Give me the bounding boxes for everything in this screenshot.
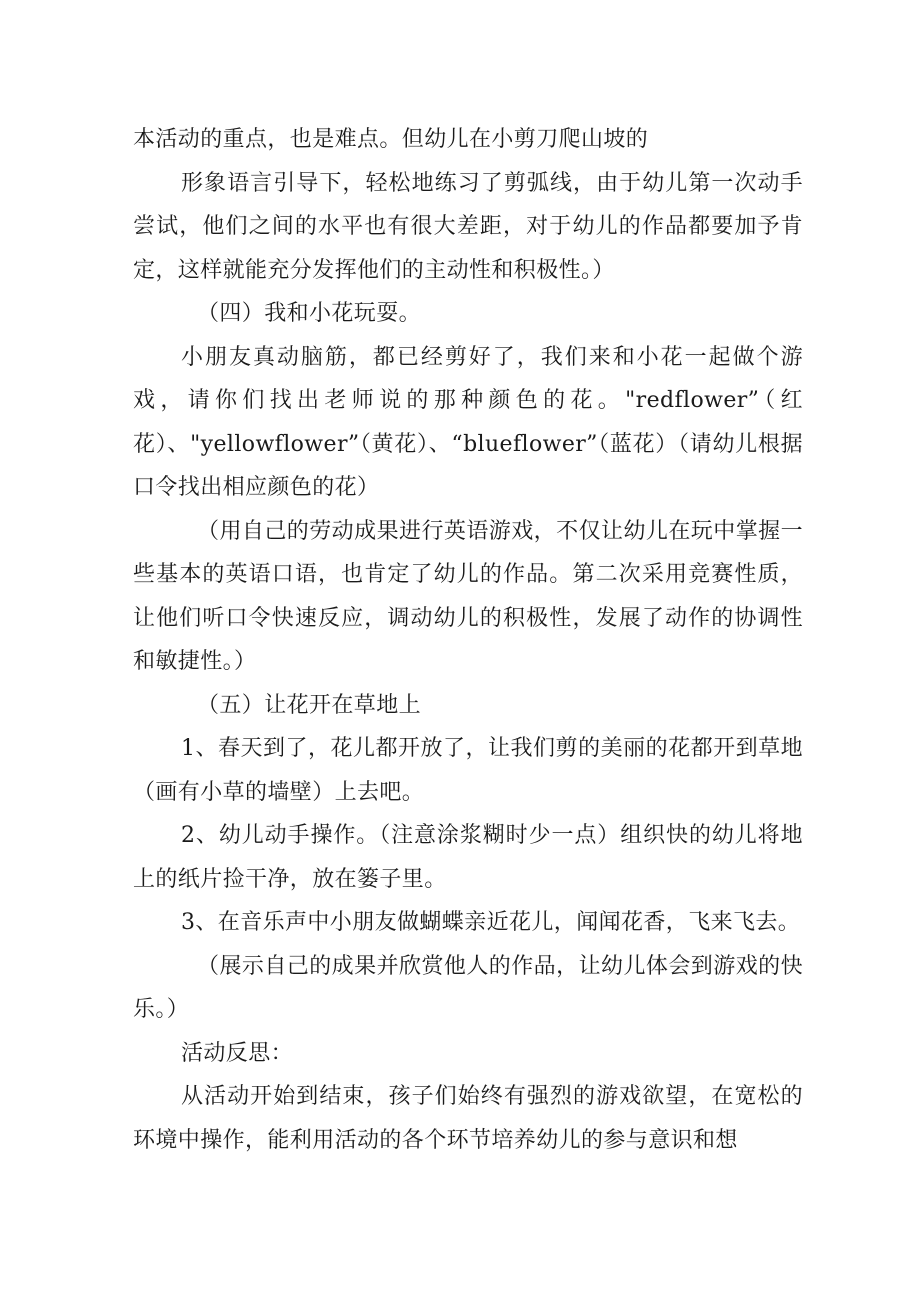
section-heading-5: （五）让花开在草地上 <box>197 692 422 718</box>
paragraph-5: （展示自己的成果并欣赏他人的作品，让幼儿体会到游戏的快乐。） <box>133 953 803 1022</box>
paragraph-6: 从活动开始到结束，孩子们始终有强烈的游戏欲望，在宽松的环境中操作，能利用活动的各个环节培养幼儿的参与意识和想 <box>133 1084 803 1153</box>
step-2: 2、幼儿动手操作。（注意涂浆糊时少一点）组织快的幼儿将地上的纸片捡干净，放在篓子里。 <box>133 823 803 892</box>
section-heading-4: （四）我和小花玩耍。 <box>197 301 422 326</box>
step-3: 3、在音乐声中小朋友做蝴蝶亲近花儿，闻闻花香，飞来飞去。 <box>181 910 801 935</box>
step-1: 1、春天到了，花儿都开放了，让我们剪的美丽的花都开到草地（画有小草的墙壁）上去吧。 <box>133 736 803 805</box>
paragraph-3: 小朋友真动脑筋，都已经剪好了，我们来和小花一起做个游戏，请你们找出老师说的那种颜色的花。"redflower”（红花）、"yellowflower”（黄花）、“blueflower”（蓝花）（请幼儿根据口令找出相应颜色的花） <box>133 344 803 500</box>
reflection-heading: 活动反思： <box>181 1040 294 1066</box>
paragraph-1: 本活动的重点，也是难点。但幼儿在小剪刀爬山坡的 <box>133 127 649 152</box>
paragraph-4: （用自己的劳动成果进行英语游戏，不仅让幼儿在玩中掌握一些基本的英语口语，也肯定了幼儿的作品。第二次采用竞赛性质，让他们听口令快速反应，调动幼儿的积极性，发展了动作的协调性和敏捷性。） <box>133 518 803 674</box>
paragraph-2: 形象语言引导下，轻松地练习了剪弧线，由于幼儿第一次动手尝试，他们之间的水平也有很大差距，对于幼儿的作品都要加予肯定，这样就能充分发挥他们的主动性和积极性。） <box>133 170 803 283</box>
document-body <box>133 118 803 1162</box>
